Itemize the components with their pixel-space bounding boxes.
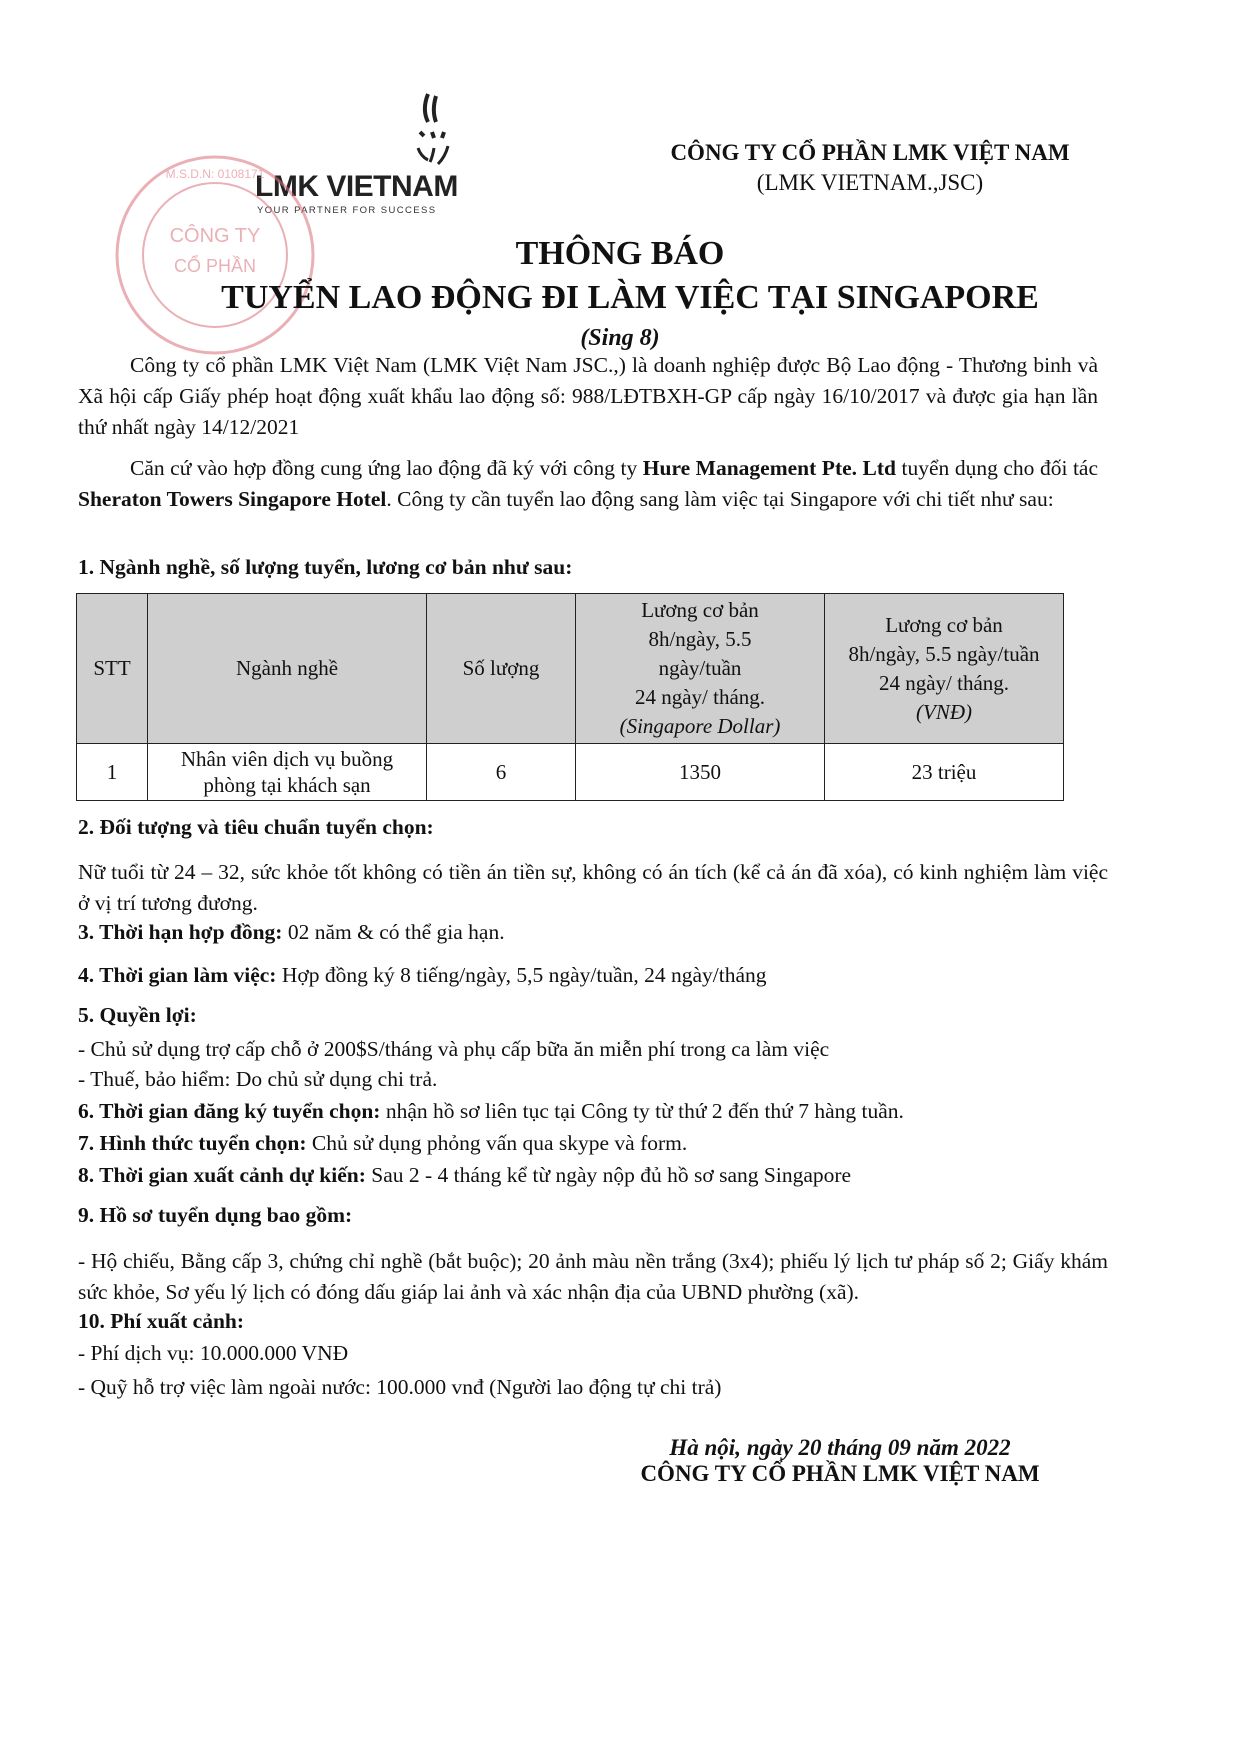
cell-job	[148, 744, 427, 801]
section-4-label: 4. Thời gian làm việc:	[78, 963, 277, 987]
section-1-heading: 1. Ngành nghề, số lượng tuyển, lương cơ bản như sau:	[78, 555, 573, 579]
title-line-3: (Sing 8)	[580, 325, 660, 351]
intro-text: tuyển dụng cho đối tác	[896, 456, 1098, 480]
company-header	[640, 138, 1100, 198]
svg-text:CỔ PHẦN: CỔ PHẦN	[173, 256, 257, 276]
intro-text: Căn cứ vào hợp đồng cung ứng lao động đã ký với công ty	[130, 456, 643, 480]
header-text: 24 ngày/ tháng.	[634, 685, 766, 709]
company-name: CÔNG TY CỔ PHẦN LMK VIỆT NAM	[670, 140, 1070, 165]
section-2-text: Nữ tuổi từ 24 – 32, sức khỏe tốt không có tiền án tiền sự, không có án tích (kể cả án đã xóa), có kinh nghiệm làm việc ở vị trí tương đương.	[78, 860, 1108, 915]
table-row	[77, 744, 1064, 801]
section-9-heading: 9. Hồ sơ tuyển dụng bao gồm:	[78, 1203, 353, 1227]
intro-paragraph-1: Công ty cổ phần LMK Việt Nam (LMK Việt Nam JSC.,) là doanh nghiệp được Bộ Lao động - Thương binh và Xã hội cấp Giấy phép hoạt động xuất khẩu lao động số: 988/LĐTBXH-GP cấp ngày 16/10/2017 và được gia hạn lần thứ nhất ngày 14/12/2021	[78, 353, 1098, 439]
svg-text:CÔNG TY: CÔNG TY	[169, 225, 261, 247]
section-4	[78, 960, 1108, 991]
logo-swirl-icon	[400, 92, 460, 182]
section-7	[78, 1128, 1108, 1159]
header-stt: STT	[77, 594, 148, 744]
table-header-row	[77, 594, 1064, 744]
header-quantity: Số lượng	[427, 594, 576, 744]
intro-paragraph-2	[78, 453, 1098, 515]
cell-text: Nhân viên dịch vụ buồng	[180, 747, 394, 771]
section-10-item-1: - Phí dịch vụ: 10.000.000 VNĐ	[78, 1341, 349, 1365]
cell-salary-sgd: 1350	[576, 744, 825, 801]
header-text: 24 ngày/ tháng.	[878, 670, 1010, 695]
header-text: (Singapore Dollar)	[619, 714, 781, 738]
signature-company: CÔNG TY CỔ PHẦN LMK VIỆT NAM	[640, 1461, 1040, 1486]
section-7-label: 7. Hình thức tuyển chọn:	[78, 1131, 307, 1155]
intro-text: . Công ty cần tuyển lao động sang làm việc tại Singapore với chi tiết như sau:	[386, 487, 1054, 511]
logo-tagline: YOUR PARTNER FOR SUCCESS	[257, 205, 437, 216]
section-10-item-2: - Quỹ hỗ trợ việc làm ngoài nước: 100.000 vnđ (Người lao động tự chi trả)	[78, 1375, 722, 1399]
partner-hotel: Sheraton Towers Singapore Hotel	[78, 487, 387, 511]
section-6-text: nhận hồ sơ liên tục tại Công ty từ thứ 2 đến thứ 7 hàng tuần.	[380, 1099, 904, 1123]
partner-company: Hure Management Pte. Ltd	[642, 456, 897, 480]
section-9-text: - Hộ chiếu, Bằng cấp 3, chứng chỉ nghề (bắt buộc); 20 ảnh màu nền trắng (3x4); phiếu lý lịch tư pháp số 2; Giấy khám sức khỏe, Sơ yếu lý lịch có đóng dấu giáp lai ảnh và xác nhận địa của UBND phường (xã).	[78, 1249, 1108, 1304]
section-7-text: Chủ sử dụng phỏng vấn qua skype và form.	[306, 1131, 688, 1155]
header-salary-sgd	[576, 594, 825, 744]
title-line-1: THÔNG BÁO	[515, 235, 725, 272]
company-short-name: (LMK VIETNAM.,JSC)	[756, 170, 984, 195]
svg-text:M.S.D.N: 0108171: M.S.D.N: 0108171	[165, 167, 265, 181]
section-2-heading: 2. Đối tượng và tiêu chuẩn tuyển chọn:	[78, 815, 434, 839]
section-10-heading: 10. Phí xuất cảnh:	[78, 1309, 245, 1333]
header-text: (VNĐ)	[916, 699, 972, 724]
header-text: Lương cơ bản	[641, 598, 759, 622]
cell-salary-vnd: 23 triệu	[825, 744, 1064, 801]
header-text: 8h/ngày, 5.5 ngày/tuần	[848, 641, 1040, 666]
section-4-text: Hợp đồng ký 8 tiếng/ngày, 5,5 ngày/tuần, 24 ngày/tháng	[276, 963, 767, 987]
header-text: 8h/ngày, 5.5	[648, 627, 752, 651]
title-line-2: TUYỂN LAO ĐỘNG ĐI LÀM VIỆC TẠI SINGAPORE	[221, 279, 1039, 316]
header-text: Lương cơ bản	[885, 612, 1003, 637]
cell-stt: 1	[77, 744, 148, 801]
section-6-label: 6. Thời gian đăng ký tuyển chọn:	[78, 1099, 381, 1123]
section-3	[78, 917, 1108, 948]
header-text: ngày/tuần	[658, 656, 742, 680]
signature-date: Hà nội, ngày 20 tháng 09 năm 2022	[669, 1435, 1011, 1460]
signature-block	[600, 1435, 1080, 1487]
recruitment-table	[76, 593, 1064, 801]
cell-text: phòng tại khách sạn	[203, 773, 371, 797]
logo-name: LMK VIETNAM	[255, 170, 458, 203]
header-job: Ngành nghề	[148, 594, 427, 744]
section-5-heading: 5. Quyền lợi:	[78, 1003, 197, 1027]
section-8-label: 8. Thời gian xuất cảnh dự kiến:	[78, 1163, 366, 1187]
section-3-text: 02 năm & có thể gia hạn.	[282, 920, 505, 944]
section-6	[78, 1096, 1108, 1127]
section-8-text: Sau 2 - 4 tháng kể từ ngày nộp đủ hồ sơ sang Singapore	[365, 1163, 852, 1187]
section-8	[78, 1160, 1108, 1191]
section-5-item-2: - Thuế, bảo hiểm: Do chủ sử dụng chi trả.	[78, 1067, 438, 1091]
section-5-item-1: - Chủ sử dụng trợ cấp chỗ ở 200$S/tháng và phụ cấp bữa ăn miễn phí trong ca làm việc	[78, 1037, 830, 1061]
cell-quantity: 6	[427, 744, 576, 801]
section-3-label: 3. Thời hạn hợp đồng:	[78, 920, 283, 944]
header-salary-vnd	[825, 594, 1064, 744]
